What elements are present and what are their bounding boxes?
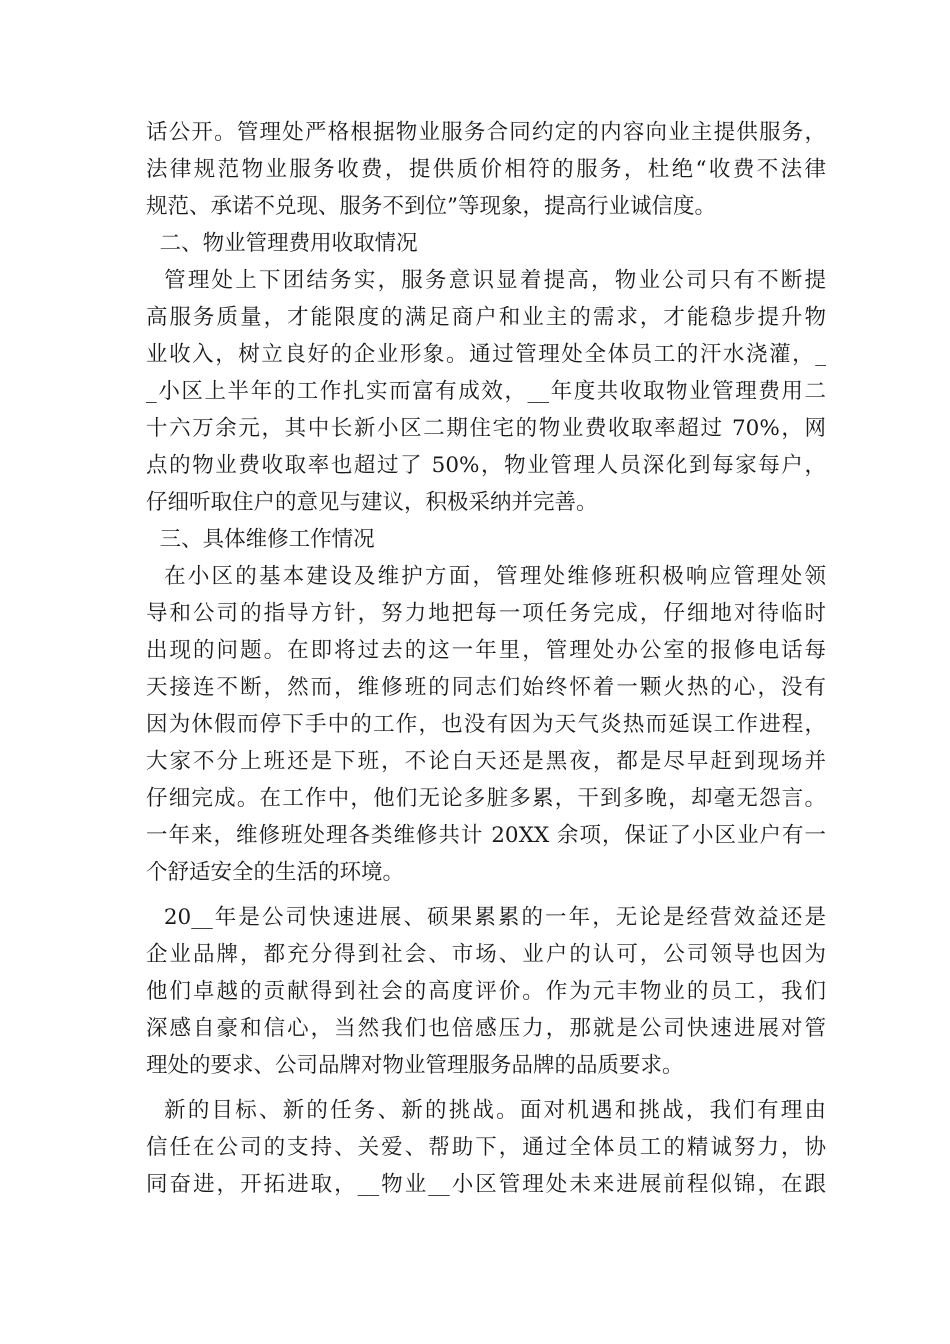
- text-line: 业收入，树立良好的企业形象。通过管理处全体员工的汗水浇灌，_: [146, 342, 826, 367]
- text-line: _小区上半年的工作扎实而富有成效，__年度共收取物业管理费用二: [146, 379, 826, 404]
- paragraph: [146, 558, 826, 891]
- text-line: 深感自豪和信心，当然我们也倍感压力，那就是公司快速进展对管: [146, 1016, 826, 1041]
- text-line: 仔细完成。在工作中，他们无论多脏多累，干到多晚，却毫无怨言。: [146, 786, 826, 811]
- text-line: 大家不分上班还是下班，不论白天还是黑夜，都是尽早赶到现场并: [146, 749, 826, 774]
- section-heading: [146, 225, 826, 262]
- text-line: 在小区的基本建设及维护方面，管理处维修班积极响应管理处领: [146, 564, 826, 589]
- text-line: 规范、承诺不兑现、服务不到位”等现象，提高行业诚信度。: [146, 194, 716, 219]
- paragraph-gap: [146, 891, 826, 899]
- text-line: 20__年是公司快速进展、硕果累累的一年，无论是经营效益还是: [146, 905, 826, 930]
- text-line: 高服务质量，才能限度的满足商户和业主的需求，才能稳步提升物: [146, 305, 826, 330]
- text-line: 二、物业管理费用收取情况: [146, 231, 418, 256]
- text-line: 出现的问题。在即将过去的这一年里，管理处办公室的报修电话每: [146, 638, 826, 663]
- text-line: 话公开。管理处严格根据物业服务合同约定的内容向业主提供服务，: [146, 120, 826, 145]
- text-line: 仔细听取住户的意见与建议，积极采纳并完善。: [146, 490, 598, 515]
- document-body: [146, 114, 826, 1203]
- text-line: 他们卓越的贡献得到社会的高度评价。作为元丰物业的员工，我们: [146, 979, 826, 1004]
- text-line: 理处的要求、公司品牌对物业管理服务品牌的品质要求。: [146, 1053, 684, 1078]
- text-line: 天接连不断，然而，维修班的同志们始终怀着一颗火热的心，没有: [146, 675, 826, 700]
- text-line: 十六万余元，其中长新小区二期住宅的物业费收取率超过 70%，网: [146, 416, 826, 441]
- text-line: 企业品牌，都充分得到社会、市场、业户的认可，公司领导也因为: [146, 942, 826, 967]
- text-line: 三、具体维修工作情况: [146, 527, 375, 552]
- text-line: 法律规范物业服务收费，提供质价相符的服务，杜绝“收费不法律: [146, 157, 826, 182]
- text-line: 点的物业费收取率也超过了 50%，物业管理人员深化到每家每户，: [146, 453, 826, 478]
- text-line: 一年来，维修班处理各类维修共计 20XX 余项，保证了小区业户有一: [146, 823, 826, 848]
- text-line: 个舒适安全的生活的环境。: [146, 860, 405, 885]
- text-line: 新的目标、新的任务、新的挑战。面对机遇和挑战，我们有理由: [146, 1098, 826, 1123]
- paragraph: [146, 262, 826, 521]
- text-line: 同奋进，开拓进取，__物业__小区管理处未来进展前程似锦，在跟: [146, 1172, 826, 1197]
- paragraph: [146, 1092, 826, 1203]
- paragraph-gap: [146, 1084, 826, 1092]
- paragraph: [146, 114, 826, 225]
- text-line: 管理处上下团结务实，服务意识显着提高，物业公司只有不断提: [146, 268, 826, 293]
- text-line: 因为休假而停下手中的工作，也没有因为天气炎热而延误工作进程，: [146, 712, 826, 737]
- section-heading: [146, 521, 826, 558]
- text-line: 导和公司的指导方针，努力地把每一项任务完成，仔细地对待临时: [146, 601, 826, 626]
- paragraph: [146, 899, 826, 1084]
- text-line: 信任在公司的支持、关爱、帮助下，通过全体员工的精诚努力，协: [146, 1135, 826, 1160]
